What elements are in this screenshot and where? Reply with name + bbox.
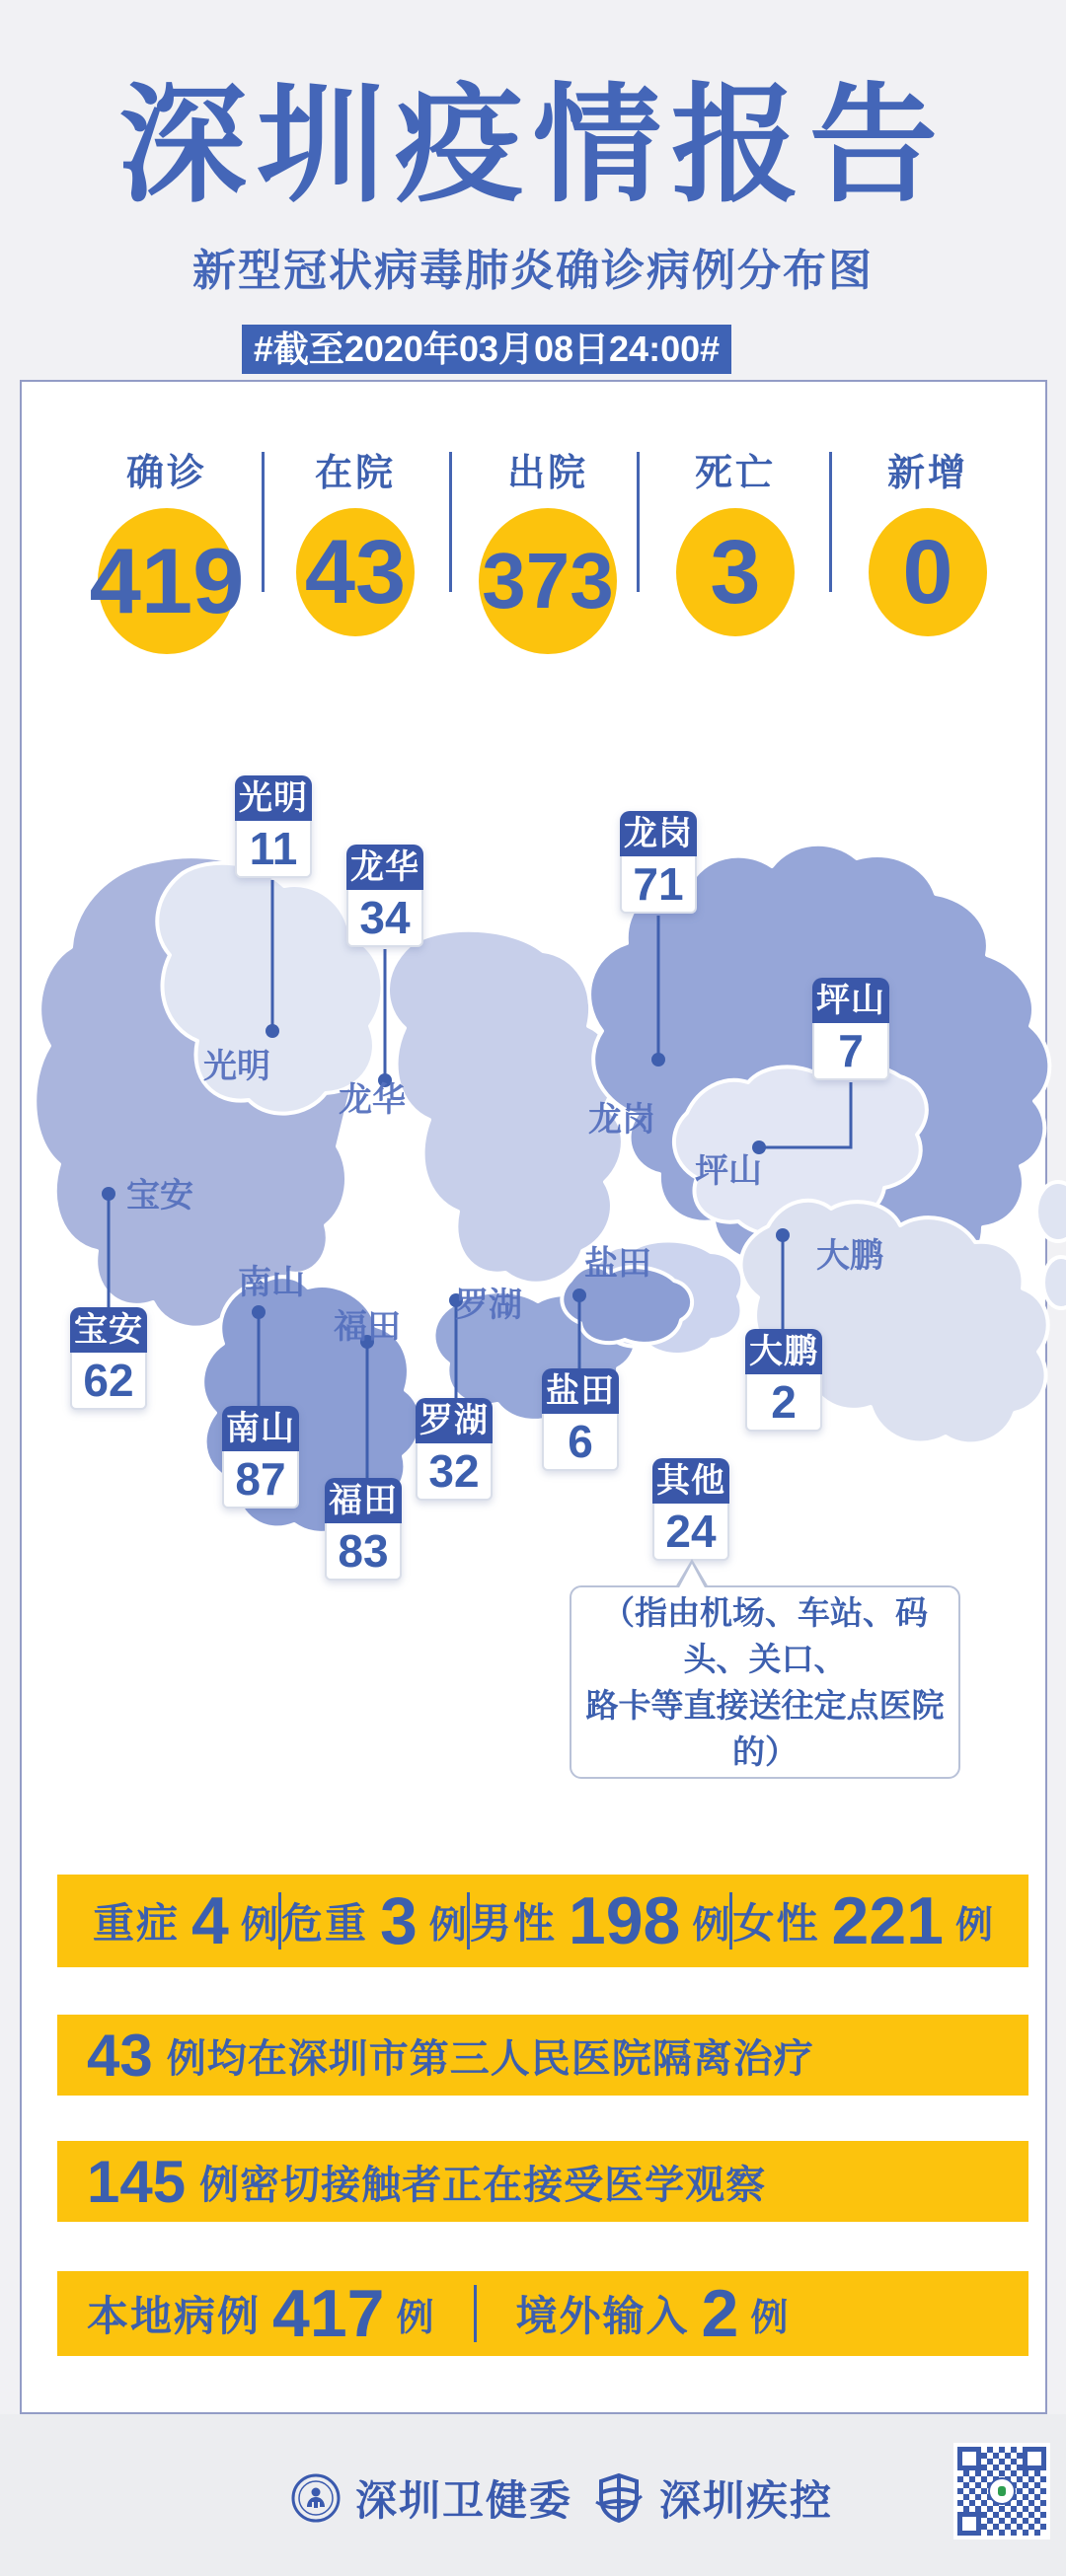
stat-value-circle: 43 <box>296 508 415 636</box>
female-label: 女性 <box>732 1900 820 1947</box>
date-banner: #截至2020年03月08日24:00# <box>242 325 731 374</box>
map-label-pingshan: 坪山 <box>695 1152 762 1190</box>
critical-label: 危重 <box>280 1900 368 1947</box>
severe-unit: 例 <box>240 1904 278 1947</box>
district-tag-pingshan <box>812 978 889 1080</box>
district-tag-name: 福田 <box>325 1478 402 1523</box>
district-tag-value: 11 <box>235 821 312 878</box>
district-tag-value: 34 <box>346 890 423 947</box>
district-tag-name: 宝安 <box>70 1307 147 1353</box>
note-line-2: 路卡等直接送往定点医院的） <box>585 1687 945 1770</box>
stat-confirmed <box>89 442 245 654</box>
map-label-guangming: 光明 <box>203 1048 270 1085</box>
critical-cases <box>281 1882 467 1959</box>
qr-code <box>953 2443 1050 2539</box>
district-tag-guangming <box>235 775 312 878</box>
district-tag-value: 2 <box>745 1374 822 1432</box>
male-cases <box>470 1882 730 1959</box>
district-tag-value: 24 <box>652 1504 729 1561</box>
male-unit: 例 <box>692 1904 730 1947</box>
severity-gender-bar <box>57 1875 1028 1967</box>
footer <box>0 2414 1066 2576</box>
stat-label: 新增 <box>886 453 968 494</box>
district-tag-name: 龙岗 <box>620 811 697 856</box>
local-label: 本地病例 <box>87 2293 262 2339</box>
district-tag-name: 盐田 <box>542 1368 619 1414</box>
district-tag-value: 87 <box>222 1451 299 1509</box>
district-tag-futian <box>325 1478 402 1581</box>
case-origin-bar <box>57 2271 1028 2356</box>
cdc-shield-icon <box>592 2472 646 2524</box>
district-tag-luohu <box>416 1398 493 1501</box>
page-subtitle: 新型冠状病毒肺炎确诊病例分布图 <box>192 247 874 295</box>
district-tag-longhua <box>346 845 423 947</box>
map-dot-nanshan <box>252 1305 266 1319</box>
district-tag-value: 62 <box>70 1353 147 1410</box>
map-label-nanshan: 南山 <box>238 1264 305 1301</box>
district-tag-name: 南山 <box>222 1406 299 1451</box>
health-commission-org <box>290 2468 572 2528</box>
severe-value: 4 <box>191 1883 229 1958</box>
district-tag-nanshan <box>222 1406 299 1509</box>
stat-label: 出院 <box>506 453 588 494</box>
critical-value: 3 <box>379 1883 418 1958</box>
imported-label: 境外输入 <box>515 2293 690 2339</box>
stat-label: 在院 <box>314 453 396 494</box>
qr-center-logo <box>988 2477 1016 2505</box>
stat-label: 确诊 <box>125 453 207 494</box>
stat-divider <box>637 452 640 592</box>
district-tag-yantian <box>542 1368 619 1471</box>
stat-value-circle: 0 <box>869 508 987 636</box>
imported-unit: 例 <box>750 2297 789 2339</box>
stat-in-hospital <box>296 442 415 636</box>
stat-divider <box>262 452 265 592</box>
map-dot-baoan <box>102 1187 115 1201</box>
observation-value: 145 <box>87 2148 187 2215</box>
severe-label: 重症 <box>93 1900 181 1947</box>
shenzhen-district-map <box>20 651 1066 1736</box>
stat-value-circle: 3 <box>676 508 795 636</box>
stat-discharged <box>479 442 617 654</box>
female-value: 221 <box>831 1883 944 1958</box>
map-label-luohu: 罗湖 <box>455 1287 522 1324</box>
stat-deaths <box>676 442 795 636</box>
stat-divider <box>449 452 452 592</box>
hospital-text: 例均在深圳市第三人民医院隔离治疗 <box>166 2036 814 2081</box>
district-tag-name: 其他 <box>652 1458 729 1504</box>
map-dot-guangming <box>266 1024 279 1038</box>
district-tag-baoan <box>70 1307 147 1410</box>
hospital-value: 43 <box>87 2022 153 2089</box>
local-value: 417 <box>272 2276 385 2351</box>
page-title: 深圳疫情报告 <box>117 73 948 217</box>
district-tag-value: 7 <box>812 1023 889 1080</box>
map-label-baoan: 宝安 <box>126 1177 193 1214</box>
local-cases <box>87 2275 434 2352</box>
islet-east <box>1036 1182 1066 1241</box>
district-tag-name: 大鹏 <box>745 1329 822 1374</box>
district-tag-value: 32 <box>416 1443 493 1501</box>
district-tag-name: 光明 <box>235 775 312 821</box>
health-commission-seal-icon <box>290 2472 342 2524</box>
other-cases-note <box>570 1585 960 1779</box>
female-unit: 例 <box>954 1904 993 1947</box>
district-tag-dapeng <box>745 1329 822 1432</box>
map-label-longgang: 龙岗 <box>588 1101 655 1139</box>
cdc-org <box>592 2468 833 2528</box>
qr-finder-icon <box>957 2447 981 2470</box>
district-tag-longgang <box>620 811 697 914</box>
district-tag-name: 龙华 <box>346 845 423 890</box>
local-unit: 例 <box>396 2297 434 2339</box>
bar-divider <box>474 2285 477 2342</box>
stat-value-circle: 419 <box>98 508 236 654</box>
map-dot-dapeng <box>776 1228 790 1242</box>
qr-finder-icon <box>957 2512 981 2536</box>
summary-stats-row <box>20 434 1047 671</box>
qr-finder-icon <box>1023 2447 1046 2470</box>
map-label-yantian: 盐田 <box>584 1245 651 1283</box>
map-label-dapeng: 大鹏 <box>816 1237 883 1275</box>
health-commission-name: 深圳卫健委 <box>355 2477 573 2524</box>
map-dot-yantian <box>572 1288 586 1302</box>
hospital-treatment-bar <box>57 2015 1028 2096</box>
critical-unit: 例 <box>428 1904 467 1947</box>
stat-label: 死亡 <box>694 453 776 494</box>
note-line-1: （指由机场、车站、码头、关口、 <box>602 1594 928 1677</box>
qr-pattern <box>957 2447 1046 2536</box>
district-tag-value: 71 <box>620 856 697 914</box>
map-label-longhua: 龙华 <box>339 1081 406 1119</box>
cdc-name: 深圳疾控 <box>659 2477 834 2524</box>
map-dot-longgang <box>651 1053 665 1067</box>
stat-divider <box>829 452 832 592</box>
district-tag-name: 坪山 <box>812 978 889 1023</box>
observation-text: 例密切接触者正在接受医学观察 <box>199 2163 767 2207</box>
district-tag-value: 6 <box>542 1414 619 1471</box>
stat-new-cases <box>869 442 987 636</box>
stat-value-circle: 373 <box>479 508 617 654</box>
female-cases <box>733 1882 994 1959</box>
male-label: 男性 <box>469 1900 557 1947</box>
map-label-futian: 福田 <box>334 1308 401 1346</box>
imported-cases <box>516 2275 789 2352</box>
medical-observation-bar <box>57 2141 1028 2222</box>
male-value: 198 <box>568 1883 681 1958</box>
note-bubble-pointer <box>678 1564 706 1589</box>
district-tag-other <box>652 1458 729 1561</box>
severe-cases <box>93 1882 278 1959</box>
imported-value: 2 <box>701 2276 739 2351</box>
district-tag-value: 83 <box>325 1523 402 1581</box>
islet-east-2 <box>1043 1257 1066 1308</box>
qr-center-person-icon <box>998 2486 1006 2496</box>
district-tag-name: 罗湖 <box>416 1398 493 1443</box>
